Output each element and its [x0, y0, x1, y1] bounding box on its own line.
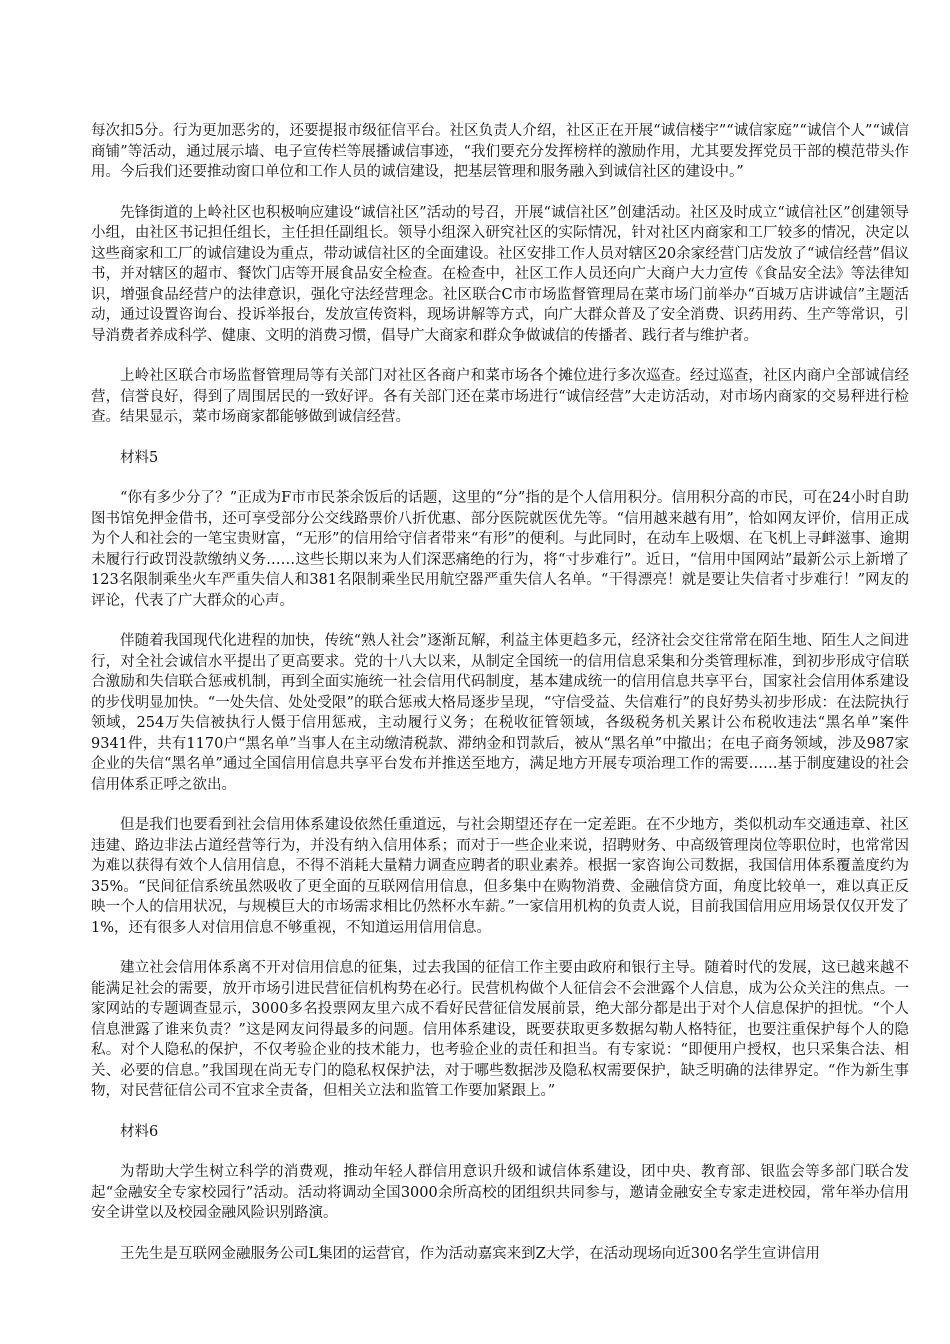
- paragraph-9: 王先生是互联网金融服务公司L集团的运营官，作为活动嘉宾来到Z大学，在活动现场向近300名学生宣讲信用: [120, 1245, 820, 1262]
- paragraph-7: 建立社会信用体系离不开对信用信息的征集，过去我国的征信工作主要由政府和银行主导。随着时代的发展，这已越来越不能满足社会的需要，放开市场引进民营征信机构势在必行。民营机构做个人征信会不会泄露个人信息，成为公众关注的焦点。一家网站的专题调查显示，3000多名投票网友里六成不看好民营征信发展前景，绝大部分都是出于对个人信息保护的担忧。“个人信息泄露了谁来负责？”这是网友问得最多的问题。信用体系建设，既要获取更多数据勾勒人格特征，也要注重保护每个人的隐私。对个人隐私的保护，不仅考验企业的技术能力，也考验企业的责任和担当。有专家说：“即便用户授权，也只采集合法、相关、必要的信息。”我国现在尚无专门的隐私权保护法，对于哪些数据涉及隐私权需要保护，缺乏明确的法律界定。“作为新生事物，对民营征信公司不宜求全责备，但相关立法和监管工作要加紧跟上。”: [91, 960, 909, 1099]
- paragraph-3: 上岭社区联合市场监督管理局等有关部门对社区各商户和菜市场各个摊位进行多次巡查。经过巡查，社区内商户全部诚信经营，信誉良好，得到了周围居民的一致好评。各有关部门还在菜市场进行“诚信经营”大走访活动，对市场内商家的交易秤进行检查。结果显示，菜市场商家都能够做到诚信经营。: [91, 368, 909, 425]
- section-heading-material-6: 材料6: [120, 1123, 159, 1140]
- paragraph-4: “你有多少分了？”正成为F市市民茶余饭后的话题，这里的“分”指的是个人信用积分。信用积分高的市民，可在24小时自助图书馆免押金借书，还可享受部分公交线路票价八折优惠、部分医院就医优先等。“信用越来越有用”，恰如网友评价，信用正成为个人和社会的一笔宝贵财富，“无形”的信用给守信者带来“有形”的便利。与此同时，在动车上吸烟、在飞机上寻衅滋事、逾期未履行行政罚没款缴纳义务……这些长期以来为人们深恶痛绝的行为，将“寸步难行”。近日，“信用中国网站”最新公示上新增了123名限制乘坐火车严重失信人和381名限制乘坐民用航空器严重失信人名单。“干得漂亮！就是要让失信者寸步难行！”网友的评论，代表了广大群众的心声。: [91, 490, 909, 609]
- paragraph-6: 但是我们也要看到社会信用体系建设依然任重道远，与社会期望还存在一定差距。在不少地方，类似机动车交通违章、社区违建、路边非法占道经营等行为，并没有纳入信用体系；而对于一些企业来说，招聘财务、中高级管理岗位等职位时，也常常因为难以获得有效个人信用信息，不得不消耗大量精力调查应聘者的职业素养。根据一家咨询公司数据，我国信用体系覆盖度约为35%。“民间征信系统虽然吸收了更全面的互联网信用信息，但多集中在购物消费、金融信贷方面，角度比较单一，难以真正反映一个人的信用状况，与规模巨大的市场需求相比仍然杯水车薪。”一家信用机构的负责人说，目前我国信用应用场景仅仅开发了1%，还有很多人对信用信息不够重视，不知道运用信用信息。: [91, 817, 909, 936]
- section-heading-material-5: 材料5: [120, 449, 159, 466]
- document-body: [91, 121, 909, 1264]
- paragraph-2: 先锋街道的上岭社区也积极响应建设“诚信社区”活动的号召，开展“诚信社区”创建活动。社区及时成立“诚信社区”创建领导小组，由社区书记担任组长，主任担任副组长。领导小组深入研究社区的实际情况，针对社区内商家和工厂较多的情况，决定以这些商家和工厂的诚信建设为重点，带动诚信社区的全面建设。社区安排工作人员对辖区20余家经营门店发放了“诚信经营”倡议书，并对辖区的超市、餐饮门店等开展食品安全检查。在检查中，社区工作人员还向广大商户大力宣传《食品安全法》等法律知识，增强食品经营户的法律意识，强化守法经营理念。社区联合C市市场监督管理局在菜市场门前举办“百城万店讲诚信”主题活动，通过设置咨询台、投诉举报台，发放宣传资料，现场讲解等方式，向广大群众普及了安全消费、识药用药、生产等常识，引导消费者养成科学、健康、文明的消费习惯，倡导广大商家和群众争做诚信的传播者、践行者与维护者。: [91, 204, 909, 344]
- paragraph-5: 伴随着我国现代化进程的加快，传统“熟人社会”逐渐瓦解，利益主体更趋多元，经济社会交往常常在陌生地、陌生人之间进行，对全社会诚信水平提出了更高要求。党的十八大以来，从制定全国统一的信用信息采集和分类管理标准，到初步形成守信联合激励和失信联合惩戒机制，再到全面实施统一社会信用代码制度，基本建成统一的信用信息共享平台，国家社会信用体系建设的步伐明显加快。“一处失信、处处受限”的联合惩戒大格局逐步呈现，“守信受益、失信难行”的良好势头初步形成：在法院执行领域，254万失信被执行人慑于信用惩戒，主动履行义务；在税收征管领域，各级税务机关累计公布税收违法“黑名单”案件9341件，共有1170户“黑名单”当事人在主动缴清税款、滞纳金和罚款后，被从“黑名单”中撤出；在电子商务领域，涉及987家企业的失信“黑名单”通过全国信用信息共享平台发布并推送至地方，满足地方开展专项治理工作的需要……基于制度建设的社会信用体系正呼之欲出。: [91, 633, 909, 793]
- paragraph-8: 为帮助大学生树立科学的消费观，推动年轻人群信用意识升级和诚信体系建设，团中央、教育部、银监会等多部门联合发起“金融安全专家校园行”活动。活动将调动全国3000余所高校的团组织共同参与，邀请金融安全专家走进校园，常年举办信用安全讲堂以及校园金融风险识别路演。: [91, 1164, 909, 1221]
- paragraph-1: 每次扣5分。行为更加恶劣的，还要提报市级征信平台。社区负责人介绍，社区正在开展“诚信楼宇”“诚信家庭”“诚信个人”“诚信商铺”等活动，通过展示墙、电子宣传栏等展播诚信事迹，“我们要充分发挥榜样的激励作用，尤其要发挥党员干部的模范带头作用。今后我们还要推动窗口单位和工作人员的诚信建设，把基层管理和服务融入到诚信社区的建设中。”: [91, 123, 909, 180]
